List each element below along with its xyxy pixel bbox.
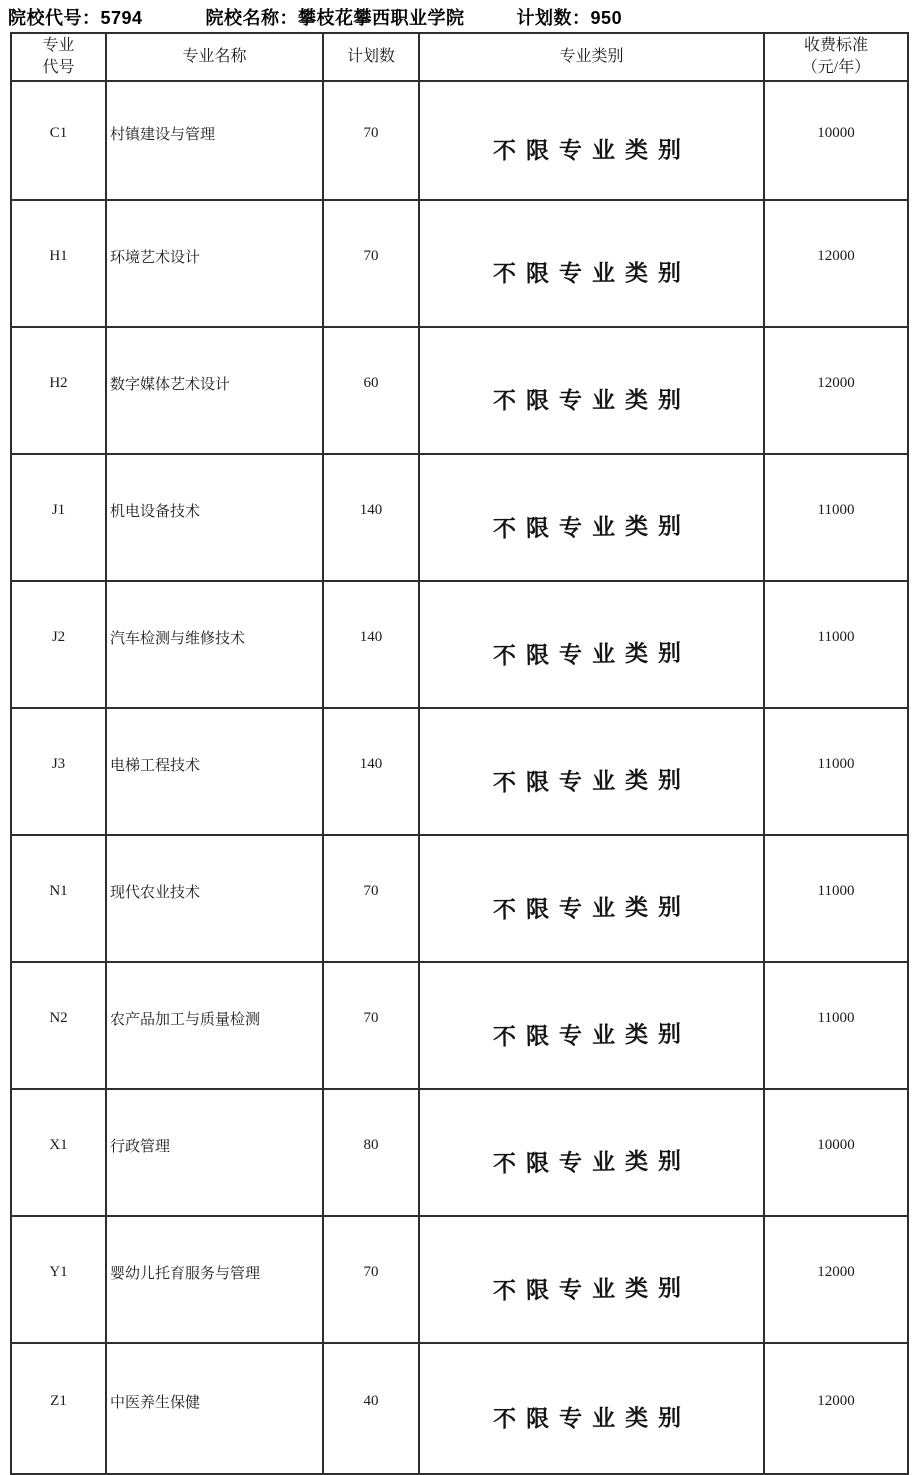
plan-total-label: 计划数： xyxy=(516,8,591,28)
table-row xyxy=(11,200,908,327)
fee-cell: 11000 xyxy=(764,835,908,962)
page-header xyxy=(8,4,622,30)
admission-plan-table xyxy=(10,32,909,1475)
table-row xyxy=(11,454,908,581)
table-row xyxy=(11,81,908,200)
major-name-cell: 数字媒体艺术设计 xyxy=(106,327,323,454)
school-code-label: 院校代号： xyxy=(8,8,101,28)
plan-count-cell: 80 xyxy=(323,1089,419,1216)
category-text: 不限专业类别 xyxy=(492,137,691,164)
category-cell xyxy=(419,81,764,200)
category-text: 不限专业类别 xyxy=(492,1405,691,1432)
category-text: 不限专业类别 xyxy=(492,1148,691,1177)
major-name-cell: 行政管理 xyxy=(106,1089,323,1216)
major-name-cell: 机电设备技术 xyxy=(106,454,323,581)
column-header-plan-count: 计划数 xyxy=(323,33,419,81)
category-cell xyxy=(419,1343,764,1474)
fee-cell: 12000 xyxy=(764,200,908,327)
table-row xyxy=(11,1216,908,1343)
column-header-major-name: 专业名称 xyxy=(106,33,323,81)
plan-total-value: 950 xyxy=(590,8,623,28)
fee-cell: 10000 xyxy=(764,81,908,200)
school-code-value: 5794 xyxy=(100,8,143,28)
category-cell xyxy=(419,708,764,835)
major-code-cell: J1 xyxy=(11,454,106,581)
plan-count-cell: 60 xyxy=(323,327,419,454)
major-code-cell: N2 xyxy=(11,962,106,1089)
category-cell xyxy=(419,200,764,327)
fee-cell: 11000 xyxy=(764,708,908,835)
school-code-group xyxy=(8,4,143,30)
major-name-cell: 农产品加工与质量检测 xyxy=(106,962,323,1089)
major-name-cell: 婴幼儿托育服务与管理 xyxy=(106,1216,323,1343)
major-name-cell: 电梯工程技术 xyxy=(106,708,323,835)
plan-count-cell: 70 xyxy=(323,962,419,1089)
major-code-cell: J2 xyxy=(11,581,106,708)
fee-cell: 11000 xyxy=(764,454,908,581)
category-cell xyxy=(419,1216,764,1343)
major-code-cell: N1 xyxy=(11,835,106,962)
fee-cell: 12000 xyxy=(764,1216,908,1343)
table-row xyxy=(11,327,908,454)
major-code-cell: Y1 xyxy=(11,1216,106,1343)
category-cell xyxy=(419,835,764,962)
table-row xyxy=(11,962,908,1089)
fee-cell: 11000 xyxy=(764,581,908,708)
category-cell xyxy=(419,1089,764,1216)
plan-count-cell: 70 xyxy=(323,200,419,327)
category-text: 不限专业类别 xyxy=(492,767,691,796)
major-name-cell: 村镇建设与管理 xyxy=(106,81,323,200)
major-name-cell: 现代农业技术 xyxy=(106,835,323,962)
major-code-cell: Z1 xyxy=(11,1343,106,1474)
major-code-cell: H1 xyxy=(11,200,106,327)
plan-count-cell: 140 xyxy=(323,581,419,708)
school-name-value: 攀枝花攀西职业学院 xyxy=(298,8,465,28)
fee-cell: 11000 xyxy=(764,962,908,1089)
category-text: 不限专业类别 xyxy=(492,1275,691,1304)
category-cell xyxy=(419,454,764,581)
column-header-text: 代号 xyxy=(42,59,75,76)
category-cell xyxy=(419,327,764,454)
table-row xyxy=(11,581,908,708)
category-text: 不限专业类别 xyxy=(492,894,691,923)
category-text: 不限专业类别 xyxy=(492,1021,691,1050)
major-name-cell: 汽车检测与维修技术 xyxy=(106,581,323,708)
major-name-cell: 环境艺术设计 xyxy=(106,200,323,327)
major-name-cell: 中医养生保健 xyxy=(106,1343,323,1474)
plan-count-cell: 40 xyxy=(323,1343,419,1474)
category-text: 不限专业类别 xyxy=(492,513,691,542)
column-header-major-code xyxy=(11,33,106,81)
fee-cell: 12000 xyxy=(764,1343,908,1474)
plan-count-cell: 70 xyxy=(323,835,419,962)
plan-count-cell: 70 xyxy=(323,81,419,200)
table-header-row xyxy=(11,33,908,81)
major-code-cell: C1 xyxy=(11,81,106,200)
fee-cell: 12000 xyxy=(764,327,908,454)
column-header-text: （元/年） xyxy=(801,59,871,76)
category-text: 不限专业类别 xyxy=(492,640,691,669)
table-row xyxy=(11,1343,908,1474)
table-row xyxy=(11,708,908,835)
major-code-cell: J3 xyxy=(11,708,106,835)
column-header-text: 专业 xyxy=(42,37,75,55)
category-text: 不限专业类别 xyxy=(492,260,691,287)
school-name-label: 院校名称： xyxy=(205,8,299,28)
column-header-category: 专业类别 xyxy=(419,33,764,81)
plan-total-group xyxy=(517,4,623,30)
major-code-cell: H2 xyxy=(11,327,106,454)
column-header-text: 收费标准 xyxy=(803,37,868,55)
major-code-cell: X1 xyxy=(11,1089,106,1216)
category-cell xyxy=(419,581,764,708)
table-row xyxy=(11,835,908,962)
plan-count-cell: 140 xyxy=(323,454,419,581)
column-header-fee xyxy=(764,33,908,81)
fee-cell: 10000 xyxy=(764,1089,908,1216)
category-text: 不限专业类别 xyxy=(492,387,691,414)
plan-count-cell: 140 xyxy=(323,708,419,835)
plan-count-cell: 70 xyxy=(323,1216,419,1343)
category-cell xyxy=(419,962,764,1089)
table-row xyxy=(11,1089,908,1216)
school-name-group xyxy=(206,4,465,30)
